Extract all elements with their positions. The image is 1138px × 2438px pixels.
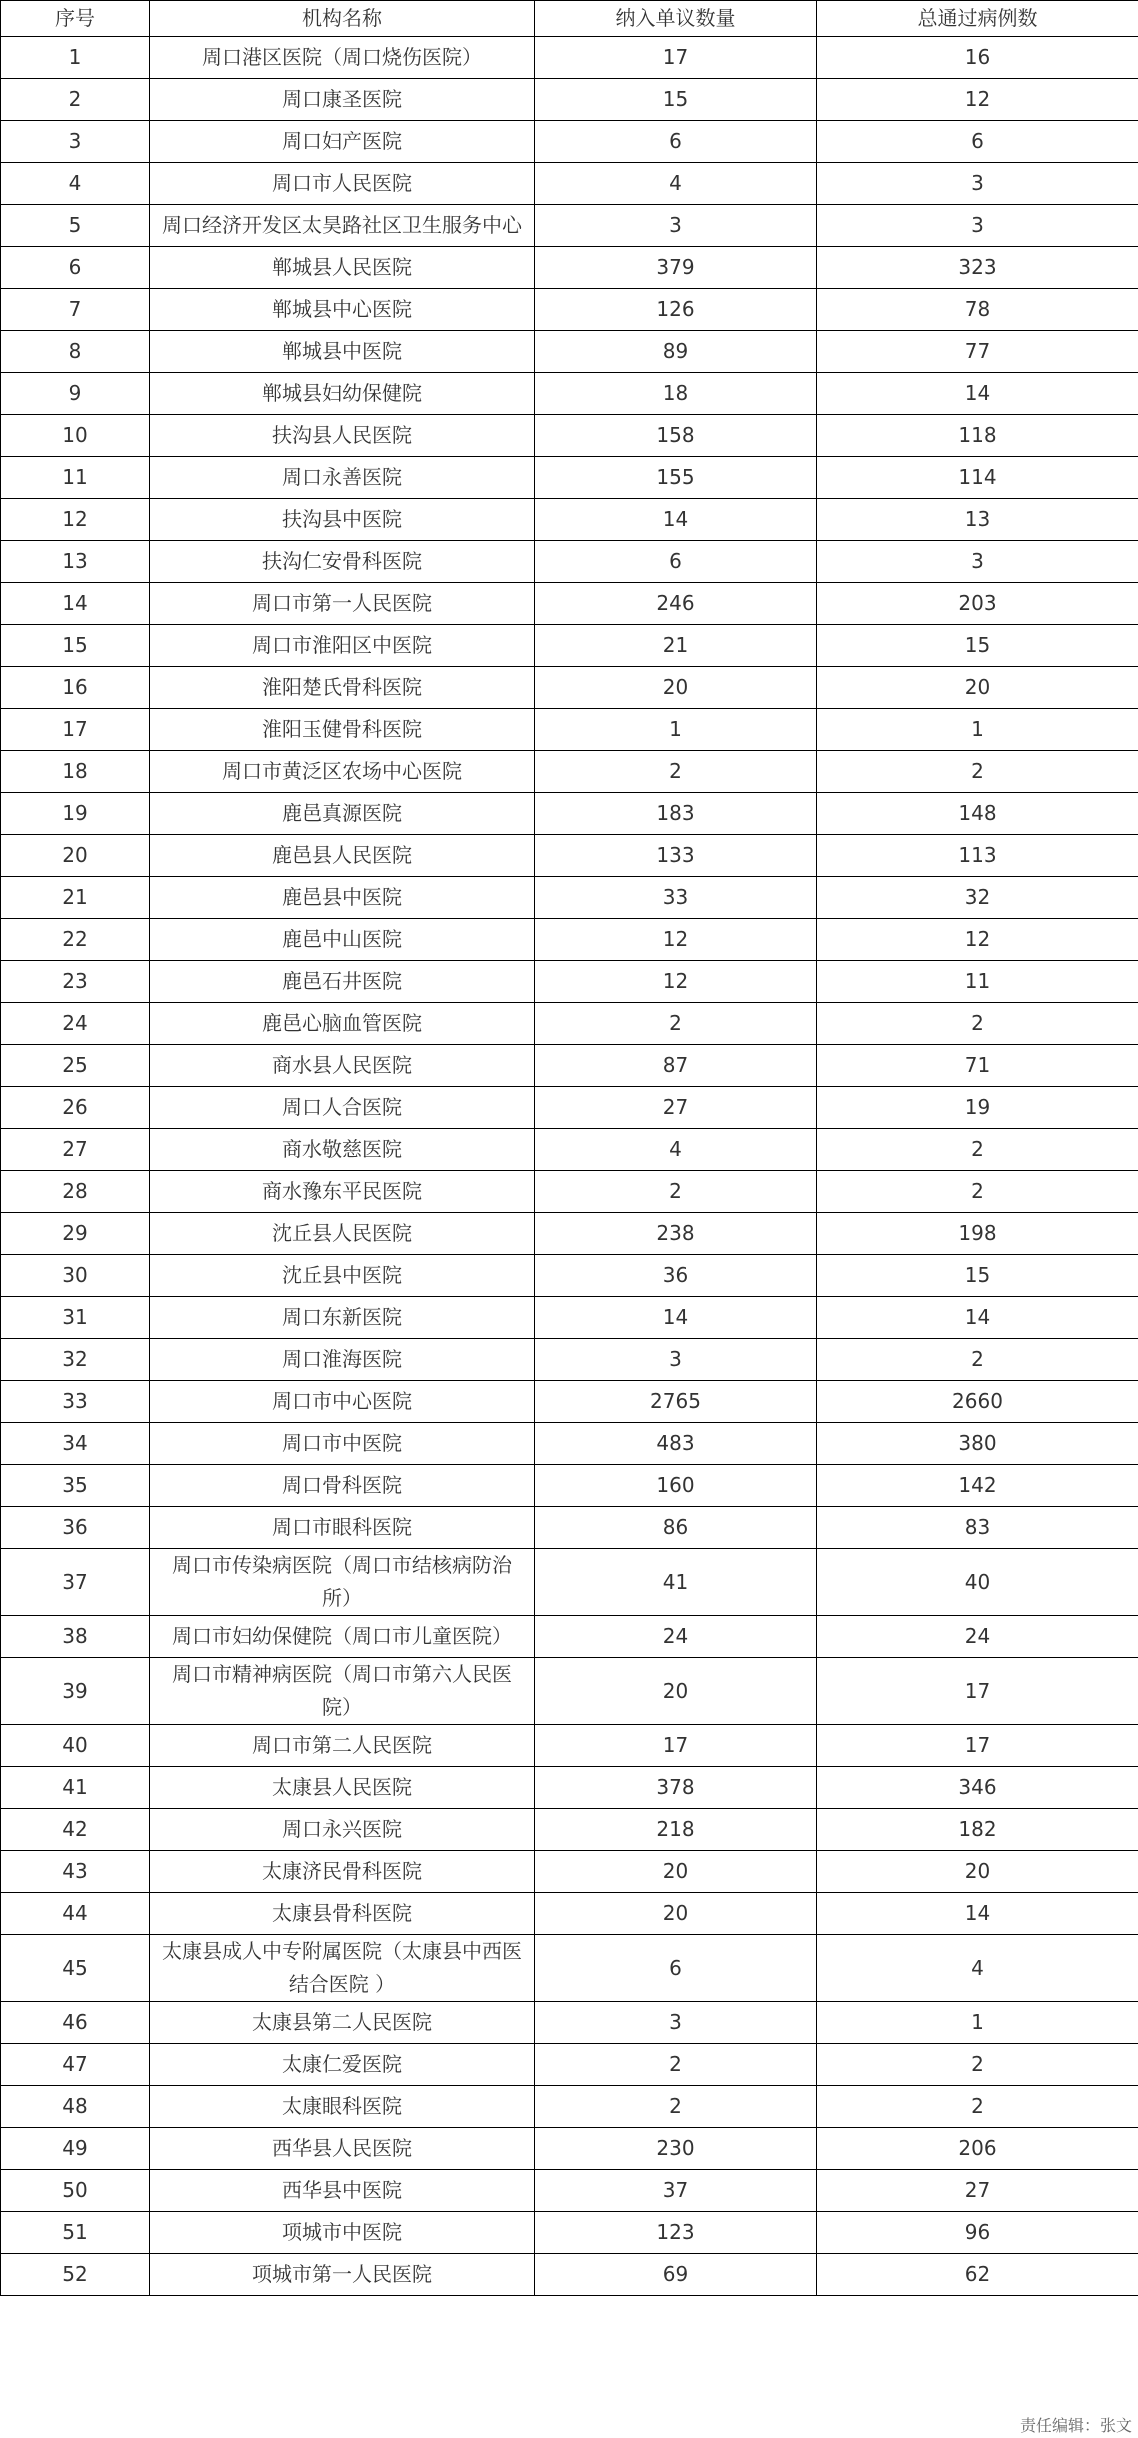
cell-institution-name: 鹿邑石井医院	[150, 961, 535, 1003]
cell-index: 1	[1, 37, 150, 79]
cell-institution-name: 太康眼科医院	[150, 2086, 535, 2128]
cell-included-count: 3	[535, 2002, 817, 2044]
table-row	[1, 1851, 1138, 1893]
cell-approved-cases: 206	[817, 2128, 1138, 2170]
cell-index: 44	[1, 1893, 150, 1935]
cell-included-count: 3	[535, 205, 817, 247]
cell-included-count: 230	[535, 2128, 817, 2170]
cell-approved-cases: 19	[817, 1087, 1138, 1129]
table-row	[1, 1297, 1138, 1339]
cell-included-count: 123	[535, 2212, 817, 2254]
cell-approved-cases: 17	[817, 1658, 1138, 1725]
cell-institution-name: 周口淮海医院	[150, 1339, 535, 1381]
cell-institution-name: 周口市黄泛区农场中心医院	[150, 751, 535, 793]
cell-approved-cases: 27	[817, 2170, 1138, 2212]
cell-index: 50	[1, 2170, 150, 2212]
cell-approved-cases: 16	[817, 37, 1138, 79]
cell-index: 47	[1, 2044, 150, 2086]
cell-included-count: 6	[535, 1935, 817, 2002]
cell-included-count: 17	[535, 37, 817, 79]
cell-institution-name: 商水县人民医院	[150, 1045, 535, 1087]
cell-approved-cases: 1	[817, 2002, 1138, 2044]
cell-approved-cases: 20	[817, 1851, 1138, 1893]
table-row	[1, 2044, 1138, 2086]
cell-institution-name: 沈丘县中医院	[150, 1255, 535, 1297]
cell-index: 14	[1, 583, 150, 625]
table-row	[1, 667, 1138, 709]
cell-included-count: 155	[535, 457, 817, 499]
cell-index: 36	[1, 1507, 150, 1549]
cell-included-count: 14	[535, 1297, 817, 1339]
cell-approved-cases: 346	[817, 1767, 1138, 1809]
cell-approved-cases: 380	[817, 1423, 1138, 1465]
cell-index: 35	[1, 1465, 150, 1507]
cell-institution-name: 西华县中医院	[150, 2170, 535, 2212]
cell-institution-name: 周口经济开发区太昊路社区卫生服务中心	[150, 205, 535, 247]
cell-included-count: 37	[535, 2170, 817, 2212]
cell-included-count: 1	[535, 709, 817, 751]
table-row	[1, 1935, 1138, 2002]
cell-approved-cases: 2	[817, 1129, 1138, 1171]
cell-index: 3	[1, 121, 150, 163]
cell-index: 15	[1, 625, 150, 667]
table-row	[1, 1809, 1138, 1851]
cell-institution-name: 淮阳玉健骨科医院	[150, 709, 535, 751]
header-index: 序号	[1, 1, 150, 37]
table-row	[1, 1381, 1138, 1423]
cell-institution-name: 太康济民骨科医院	[150, 1851, 535, 1893]
cell-approved-cases: 12	[817, 79, 1138, 121]
cell-approved-cases: 32	[817, 877, 1138, 919]
cell-institution-name: 周口市淮阳区中医院	[150, 625, 535, 667]
cell-institution-name: 周口市精神病医院（周口市第六人民医院）	[150, 1658, 535, 1725]
cell-included-count: 133	[535, 835, 817, 877]
table-body	[1, 37, 1138, 2296]
cell-institution-name: 沈丘县人民医院	[150, 1213, 535, 1255]
cell-approved-cases: 182	[817, 1809, 1138, 1851]
cell-index: 28	[1, 1171, 150, 1213]
cell-approved-cases: 148	[817, 793, 1138, 835]
table-row	[1, 289, 1138, 331]
cell-included-count: 86	[535, 1507, 817, 1549]
table-row	[1, 1129, 1138, 1171]
table-row	[1, 2170, 1138, 2212]
cell-index: 48	[1, 2086, 150, 2128]
cell-approved-cases: 2	[817, 751, 1138, 793]
table-row	[1, 499, 1138, 541]
cell-included-count: 238	[535, 1213, 817, 1255]
cell-approved-cases: 14	[817, 373, 1138, 415]
cell-index: 6	[1, 247, 150, 289]
cell-approved-cases: 1	[817, 709, 1138, 751]
table-row	[1, 835, 1138, 877]
cell-index: 2	[1, 79, 150, 121]
table-row	[1, 583, 1138, 625]
cell-institution-name: 扶沟仁安骨科医院	[150, 541, 535, 583]
cell-included-count: 246	[535, 583, 817, 625]
cell-approved-cases: 62	[817, 2254, 1138, 2296]
table-row	[1, 2002, 1138, 2044]
cell-index: 12	[1, 499, 150, 541]
cell-included-count: 24	[535, 1616, 817, 1658]
cell-institution-name: 周口市眼科医院	[150, 1507, 535, 1549]
cell-approved-cases: 3	[817, 163, 1138, 205]
cell-approved-cases: 6	[817, 121, 1138, 163]
cell-approved-cases: 203	[817, 583, 1138, 625]
table-row	[1, 1087, 1138, 1129]
cell-index: 40	[1, 1725, 150, 1767]
cell-approved-cases: 24	[817, 1616, 1138, 1658]
cell-index: 46	[1, 2002, 150, 2044]
table-row	[1, 1658, 1138, 1725]
table-row	[1, 1045, 1138, 1087]
cell-index: 43	[1, 1851, 150, 1893]
cell-institution-name: 商水敬慈医院	[150, 1129, 535, 1171]
table-row	[1, 2086, 1138, 2128]
table-row	[1, 79, 1138, 121]
cell-institution-name: 周口永善医院	[150, 457, 535, 499]
cell-included-count: 20	[535, 1851, 817, 1893]
cell-approved-cases: 198	[817, 1213, 1138, 1255]
cell-approved-cases: 14	[817, 1893, 1138, 1935]
cell-institution-name: 郸城县妇幼保健院	[150, 373, 535, 415]
cell-approved-cases: 2	[817, 1339, 1138, 1381]
cell-approved-cases: 15	[817, 1255, 1138, 1297]
cell-index: 49	[1, 2128, 150, 2170]
table-row	[1, 1003, 1138, 1045]
cell-included-count: 6	[535, 541, 817, 583]
cell-index: 52	[1, 2254, 150, 2296]
cell-institution-name: 周口永兴医院	[150, 1809, 535, 1851]
table-row	[1, 961, 1138, 1003]
cell-approved-cases: 12	[817, 919, 1138, 961]
table-row	[1, 1616, 1138, 1658]
header-institution-name: 机构名称	[150, 1, 535, 37]
cell-institution-name: 周口康圣医院	[150, 79, 535, 121]
cell-institution-name: 周口妇产医院	[150, 121, 535, 163]
cell-institution-name: 商水豫东平民医院	[150, 1171, 535, 1213]
cell-approved-cases: 15	[817, 625, 1138, 667]
table-row	[1, 1423, 1138, 1465]
cell-index: 19	[1, 793, 150, 835]
cell-approved-cases: 17	[817, 1725, 1138, 1767]
table-row	[1, 37, 1138, 79]
cell-included-count: 87	[535, 1045, 817, 1087]
header-row	[1, 1, 1138, 37]
cell-included-count: 3	[535, 1339, 817, 1381]
cell-index: 31	[1, 1297, 150, 1339]
table-row	[1, 541, 1138, 583]
cell-included-count: 33	[535, 877, 817, 919]
table-row	[1, 247, 1138, 289]
cell-approved-cases: 77	[817, 331, 1138, 373]
cell-institution-name: 太康县第二人民医院	[150, 2002, 535, 2044]
cell-index: 25	[1, 1045, 150, 1087]
cell-institution-name: 项城市第一人民医院	[150, 2254, 535, 2296]
cell-index: 10	[1, 415, 150, 457]
cell-institution-name: 周口市妇幼保健院（周口市儿童医院）	[150, 1616, 535, 1658]
cell-approved-cases: 114	[817, 457, 1138, 499]
cell-index: 13	[1, 541, 150, 583]
cell-institution-name: 郸城县中心医院	[150, 289, 535, 331]
cell-index: 21	[1, 877, 150, 919]
cell-approved-cases: 113	[817, 835, 1138, 877]
editor-credit: 责任编辑：张文	[1019, 2416, 1132, 2435]
cell-institution-name: 周口市传染病医院（周口市结核病防治所）	[150, 1549, 535, 1616]
cell-index: 33	[1, 1381, 150, 1423]
cell-included-count: 20	[535, 667, 817, 709]
cell-index: 11	[1, 457, 150, 499]
cell-included-count: 18	[535, 373, 817, 415]
table-row	[1, 2128, 1138, 2170]
cell-index: 29	[1, 1213, 150, 1255]
cell-approved-cases: 323	[817, 247, 1138, 289]
cell-index: 24	[1, 1003, 150, 1045]
cell-index: 51	[1, 2212, 150, 2254]
cell-index: 27	[1, 1129, 150, 1171]
cell-institution-name: 周口人合医院	[150, 1087, 535, 1129]
cell-index: 26	[1, 1087, 150, 1129]
cell-approved-cases: 2	[817, 1003, 1138, 1045]
cell-approved-cases: 2	[817, 1171, 1138, 1213]
table-row	[1, 1213, 1138, 1255]
cell-included-count: 2	[535, 1171, 817, 1213]
cell-included-count: 41	[535, 1549, 817, 1616]
cell-index: 38	[1, 1616, 150, 1658]
table-row	[1, 2212, 1138, 2254]
cell-institution-name: 周口市中医院	[150, 1423, 535, 1465]
cell-included-count: 379	[535, 247, 817, 289]
cell-institution-name: 扶沟县中医院	[150, 499, 535, 541]
cell-institution-name: 太康县人民医院	[150, 1767, 535, 1809]
cell-included-count: 12	[535, 919, 817, 961]
cell-institution-name: 鹿邑心脑血管医院	[150, 1003, 535, 1045]
cell-institution-name: 淮阳楚氏骨科医院	[150, 667, 535, 709]
cell-index: 7	[1, 289, 150, 331]
cell-index: 9	[1, 373, 150, 415]
cell-approved-cases: 2	[817, 2044, 1138, 2086]
cell-index: 34	[1, 1423, 150, 1465]
cell-included-count: 27	[535, 1087, 817, 1129]
cell-index: 17	[1, 709, 150, 751]
table-row	[1, 121, 1138, 163]
cell-approved-cases: 71	[817, 1045, 1138, 1087]
table-row	[1, 709, 1138, 751]
cell-institution-name: 太康仁爱医院	[150, 2044, 535, 2086]
cell-institution-name: 鹿邑县中医院	[150, 877, 535, 919]
cell-institution-name: 周口市第一人民医院	[150, 583, 535, 625]
cell-approved-cases: 13	[817, 499, 1138, 541]
cell-approved-cases: 14	[817, 1297, 1138, 1339]
cell-institution-name: 西华县人民医院	[150, 2128, 535, 2170]
cell-included-count: 20	[535, 1658, 817, 1725]
header-approved-cases: 总通过病例数	[817, 1, 1138, 37]
cell-approved-cases: 142	[817, 1465, 1138, 1507]
table-row	[1, 877, 1138, 919]
cell-included-count: 6	[535, 121, 817, 163]
table-row	[1, 1255, 1138, 1297]
table-row	[1, 1549, 1138, 1616]
cell-included-count: 12	[535, 961, 817, 1003]
cell-approved-cases: 4	[817, 1935, 1138, 2002]
cell-approved-cases: 11	[817, 961, 1138, 1003]
cell-approved-cases: 2660	[817, 1381, 1138, 1423]
cell-approved-cases: 3	[817, 541, 1138, 583]
cell-index: 32	[1, 1339, 150, 1381]
cell-included-count: 2	[535, 1003, 817, 1045]
cell-index: 23	[1, 961, 150, 1003]
table-row	[1, 2254, 1138, 2296]
cell-index: 16	[1, 667, 150, 709]
cell-index: 45	[1, 1935, 150, 2002]
cell-index: 4	[1, 163, 150, 205]
cell-included-count: 158	[535, 415, 817, 457]
cell-approved-cases: 83	[817, 1507, 1138, 1549]
cell-institution-name: 鹿邑县人民医院	[150, 835, 535, 877]
table-row	[1, 1725, 1138, 1767]
cell-included-count: 17	[535, 1725, 817, 1767]
cell-approved-cases: 96	[817, 2212, 1138, 2254]
table-row	[1, 1893, 1138, 1935]
cell-included-count: 183	[535, 793, 817, 835]
cell-index: 30	[1, 1255, 150, 1297]
cell-included-count: 2	[535, 2044, 817, 2086]
cell-institution-name: 周口市人民医院	[150, 163, 535, 205]
table-row	[1, 1171, 1138, 1213]
cell-institution-name: 鹿邑真源医院	[150, 793, 535, 835]
table-row	[1, 793, 1138, 835]
cell-approved-cases: 3	[817, 205, 1138, 247]
cell-index: 5	[1, 205, 150, 247]
cell-included-count: 2765	[535, 1381, 817, 1423]
cell-included-count: 126	[535, 289, 817, 331]
table-row	[1, 1767, 1138, 1809]
cell-included-count: 378	[535, 1767, 817, 1809]
cell-institution-name: 周口市第二人民医院	[150, 1725, 535, 1767]
cell-included-count: 2	[535, 751, 817, 793]
cell-approved-cases: 40	[817, 1549, 1138, 1616]
table-row	[1, 373, 1138, 415]
cell-included-count: 2	[535, 2086, 817, 2128]
cell-approved-cases: 2	[817, 2086, 1138, 2128]
header-included-count: 纳入单议数量	[535, 1, 817, 37]
table-row	[1, 415, 1138, 457]
cell-index: 39	[1, 1658, 150, 1725]
cell-included-count: 14	[535, 499, 817, 541]
table-row	[1, 919, 1138, 961]
cell-approved-cases: 20	[817, 667, 1138, 709]
table-row	[1, 1507, 1138, 1549]
cell-institution-name: 项城市中医院	[150, 2212, 535, 2254]
cell-institution-name: 太康县骨科医院	[150, 1893, 535, 1935]
cell-index: 22	[1, 919, 150, 961]
cell-included-count: 36	[535, 1255, 817, 1297]
cell-included-count: 21	[535, 625, 817, 667]
cell-index: 41	[1, 1767, 150, 1809]
cell-included-count: 89	[535, 331, 817, 373]
cell-index: 8	[1, 331, 150, 373]
cell-institution-name: 周口市中心医院	[150, 1381, 535, 1423]
table-row	[1, 625, 1138, 667]
cell-institution-name: 太康县成人中专附属医院（太康县中西医结合医院 ）	[150, 1935, 535, 2002]
cell-included-count: 15	[535, 79, 817, 121]
table-row	[1, 457, 1138, 499]
cell-institution-name: 周口东新医院	[150, 1297, 535, 1339]
table-row	[1, 1465, 1138, 1507]
cell-index: 20	[1, 835, 150, 877]
table-row	[1, 331, 1138, 373]
cell-index: 42	[1, 1809, 150, 1851]
table-row	[1, 751, 1138, 793]
cell-included-count: 20	[535, 1893, 817, 1935]
cell-included-count: 4	[535, 163, 817, 205]
cell-institution-name: 鹿邑中山医院	[150, 919, 535, 961]
cell-institution-name: 郸城县中医院	[150, 331, 535, 373]
cell-approved-cases: 78	[817, 289, 1138, 331]
cell-institution-name: 扶沟县人民医院	[150, 415, 535, 457]
cell-index: 37	[1, 1549, 150, 1616]
cell-institution-name: 郸城县人民医院	[150, 247, 535, 289]
table-row	[1, 1339, 1138, 1381]
cell-institution-name: 周口港区医院（周口烧伤医院）	[150, 37, 535, 79]
cell-index: 18	[1, 751, 150, 793]
cell-included-count: 160	[535, 1465, 817, 1507]
cell-institution-name: 周口骨科医院	[150, 1465, 535, 1507]
cell-approved-cases: 118	[817, 415, 1138, 457]
cell-included-count: 4	[535, 1129, 817, 1171]
table-header	[1, 1, 1138, 37]
cell-included-count: 218	[535, 1809, 817, 1851]
table-row	[1, 205, 1138, 247]
cell-included-count: 483	[535, 1423, 817, 1465]
table-row	[1, 163, 1138, 205]
cell-included-count: 69	[535, 2254, 817, 2296]
